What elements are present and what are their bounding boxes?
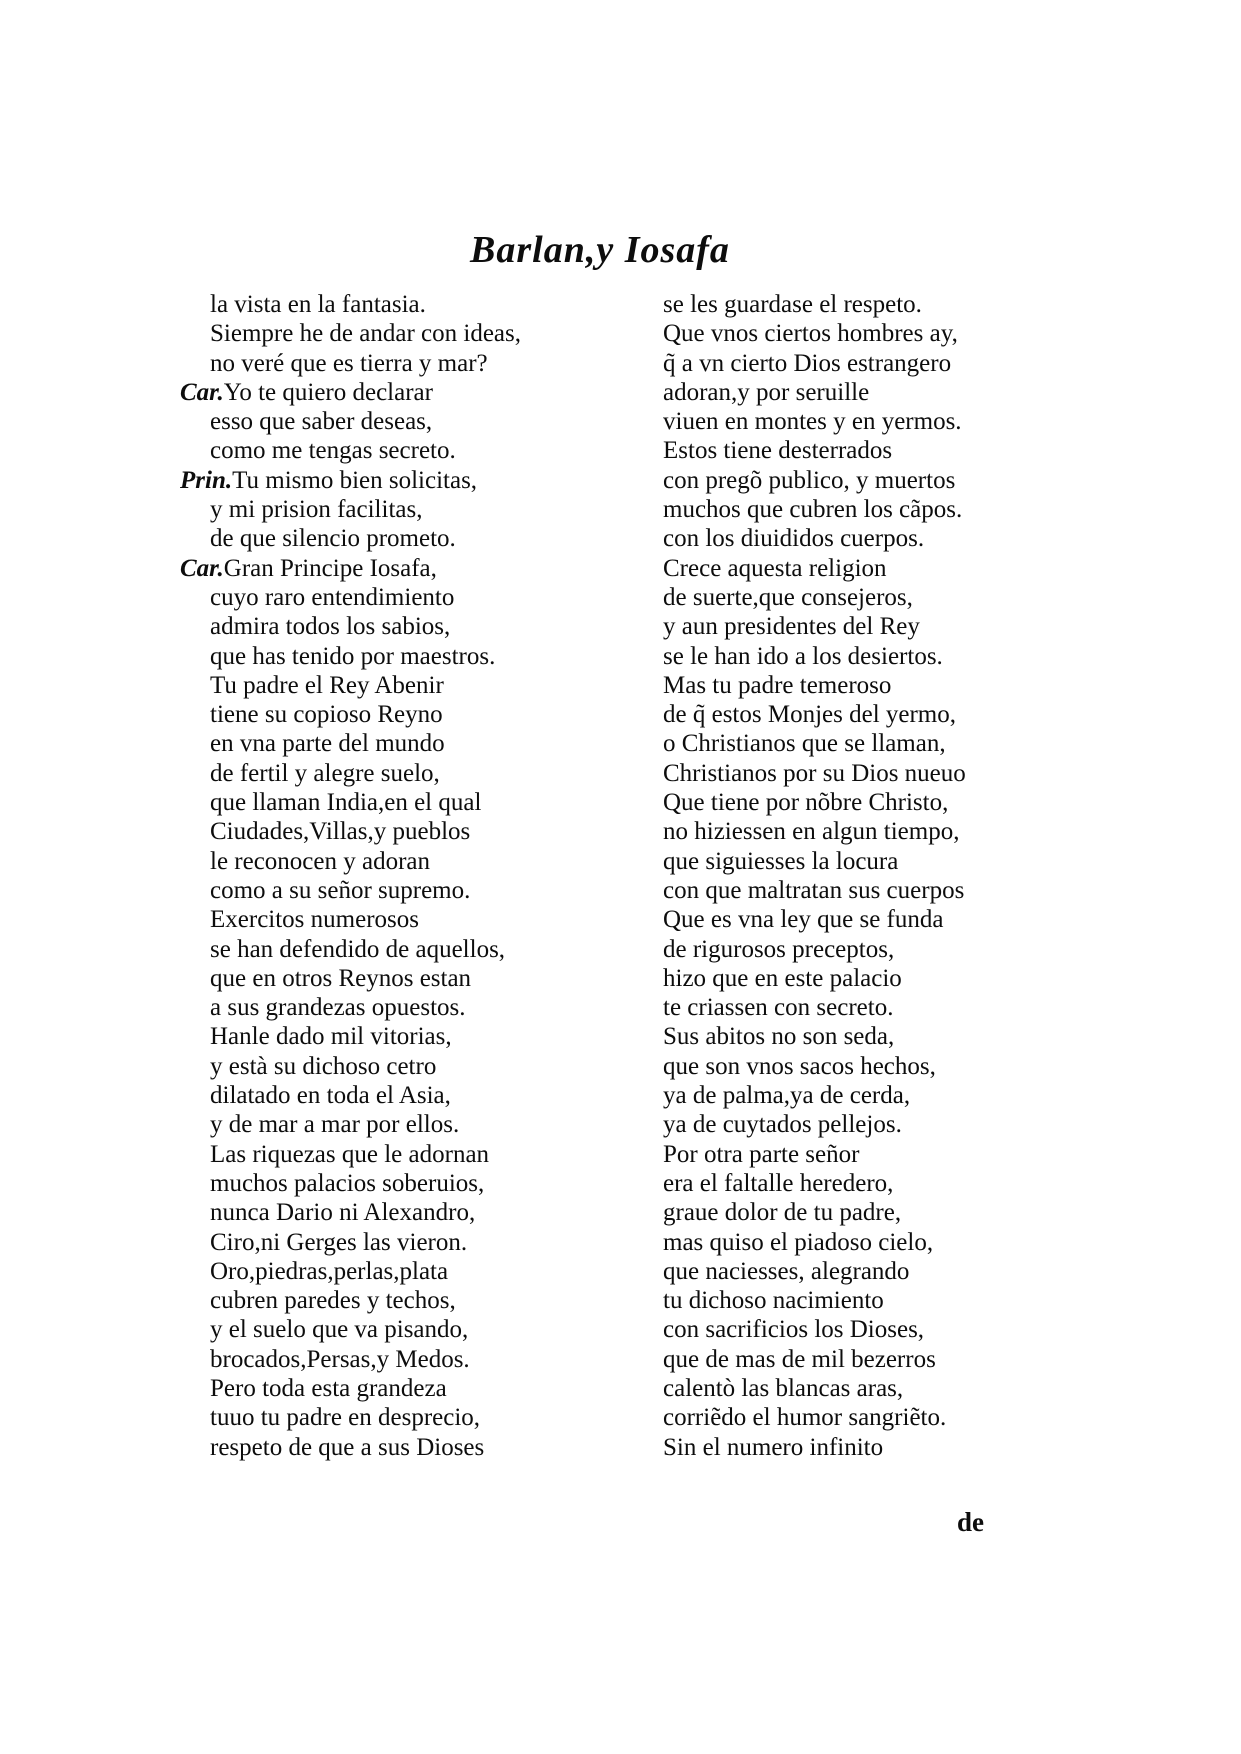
verse-line xyxy=(210,817,521,846)
verse-text: de rigurosos preceptos, xyxy=(663,935,895,963)
verse-line xyxy=(210,1228,521,1257)
verse-text: cubren paredes y techos, xyxy=(210,1287,456,1315)
verse-text: y el suelo que va pisando, xyxy=(210,1316,469,1344)
verse-text: que de mas de mil bezerros xyxy=(663,1345,936,1373)
verse-line xyxy=(663,524,966,553)
verse-line xyxy=(210,876,521,905)
verse-text: q̃ a vn cierto Dios estrangero xyxy=(663,349,952,377)
verse-line xyxy=(210,1198,521,1227)
verse-line xyxy=(180,466,521,495)
verse-line xyxy=(210,1433,521,1462)
verse-line xyxy=(663,1110,966,1139)
verse-text: Las riquezas que le adornan xyxy=(210,1140,490,1168)
verse-text: se les guardase el respeto. xyxy=(663,291,922,318)
verse-text: o Christianos que se llaman, xyxy=(663,730,946,758)
verse-line xyxy=(663,1433,966,1462)
verse-text: tiene su copioso Reyno xyxy=(210,701,443,729)
verse-text: graue dolor de tu padre, xyxy=(663,1199,902,1227)
speaker-label: Car. xyxy=(180,378,224,406)
verse-text: ya de palma,ya de cerda, xyxy=(663,1082,911,1110)
verse-line xyxy=(663,817,966,846)
verse-text: Que vnos ciertos hombres ay, xyxy=(663,320,958,348)
verse-line xyxy=(210,349,521,378)
verse-text: en vna parte del mundo xyxy=(210,730,445,758)
right-verse-column xyxy=(663,290,966,1462)
verse-text: calentò las blancas aras, xyxy=(663,1374,904,1402)
verse-text: Mas tu padre temeroso xyxy=(663,671,892,699)
verse-text: dilatado en toda el Asia, xyxy=(210,1082,451,1110)
verse-line xyxy=(663,436,966,465)
verse-text: Siempre he de andar con ideas, xyxy=(210,320,521,348)
verse-text: y aun presidentes del Rey xyxy=(663,613,920,641)
verse-text: Christianos por su Dios nueuo xyxy=(663,759,966,787)
verse-line xyxy=(210,612,521,641)
verse-line xyxy=(663,847,966,876)
verse-text: como a su señor supremo. xyxy=(210,876,471,904)
verse-line xyxy=(663,319,966,348)
verse-text: Pero toda esta grandeza xyxy=(210,1374,447,1402)
left-verse-column xyxy=(180,290,521,1462)
verse-text: admira todos los sabios, xyxy=(210,613,451,641)
verse-line xyxy=(663,905,966,934)
speaker-label: Car. xyxy=(180,554,224,582)
verse-line xyxy=(663,642,966,671)
verse-line xyxy=(663,466,966,495)
verse-line xyxy=(210,935,521,964)
verse-line xyxy=(210,729,521,758)
verse-text: de fertil y alegre suelo, xyxy=(210,759,440,787)
verse-line xyxy=(210,788,521,817)
verse-text: Que tiene por nõbre Christo, xyxy=(663,789,949,817)
verse-line xyxy=(663,671,966,700)
verse-line xyxy=(663,407,966,436)
verse-line xyxy=(210,905,521,934)
verse-text: hizo que en este palacio xyxy=(663,964,902,992)
verse-text: a sus grandezas opuestos. xyxy=(210,994,466,1022)
verse-line xyxy=(663,700,966,729)
verse-line xyxy=(210,847,521,876)
verse-text: no hiziessen en algun tiempo, xyxy=(663,818,960,846)
verse-line xyxy=(210,1315,521,1344)
verse-line xyxy=(663,759,966,788)
running-title: Barlan,y Iosafa xyxy=(470,229,730,271)
verse-line xyxy=(210,1052,521,1081)
verse-text: Por otra parte señor xyxy=(663,1140,860,1168)
verse-line xyxy=(663,1403,966,1432)
verse-text: Yo te quiero declarar xyxy=(223,378,433,406)
verse-line xyxy=(210,319,521,348)
verse-line xyxy=(210,1345,521,1374)
verse-text: y està su dichoso cetro xyxy=(210,1052,437,1080)
verse-line xyxy=(210,1110,521,1139)
verse-text: esso que saber deseas, xyxy=(210,408,433,436)
verse-line xyxy=(210,583,521,612)
verse-text: Tu mismo bien solicitas, xyxy=(232,466,478,494)
verse-line xyxy=(663,612,966,641)
verse-text: se han defendido de aquellos, xyxy=(210,935,506,963)
verse-line xyxy=(663,1052,966,1081)
verse-line xyxy=(210,1140,521,1169)
verse-text: brocados,Persas,y Medos. xyxy=(210,1345,470,1373)
verse-line xyxy=(663,1081,966,1110)
verse-line xyxy=(663,964,966,993)
verse-line xyxy=(663,554,966,583)
verse-line xyxy=(210,964,521,993)
verse-line xyxy=(663,1286,966,1315)
verse-line xyxy=(663,1374,966,1403)
verse-line xyxy=(210,290,521,319)
verse-text: viuen en montes y en yermos. xyxy=(663,408,962,436)
verse-line xyxy=(210,642,521,671)
verse-line xyxy=(210,1286,521,1315)
verse-line xyxy=(210,524,521,553)
verse-text: era el faltalle heredero, xyxy=(663,1169,894,1197)
verse-line xyxy=(663,349,966,378)
verse-line xyxy=(663,993,966,1022)
verse-line xyxy=(663,1140,966,1169)
verse-line xyxy=(663,583,966,612)
verse-line xyxy=(210,1403,521,1432)
verse-text: tu dichoso nacimiento xyxy=(663,1287,884,1315)
verse-line xyxy=(210,1169,521,1198)
verse-text: respeto de que a sus Dioses xyxy=(210,1433,485,1461)
verse-line xyxy=(663,935,966,964)
verse-line xyxy=(210,436,521,465)
verse-line xyxy=(663,1345,966,1374)
verse-text: Tu padre el Rey Abenir xyxy=(210,671,444,699)
verse-text: de que silencio prometo. xyxy=(210,525,456,553)
verse-text: ya de cuytados pellejos. xyxy=(663,1111,902,1139)
verse-line xyxy=(180,554,521,583)
verse-text: con los diuididos cuerpos. xyxy=(663,525,925,553)
verse-text: y mi prision facilitas, xyxy=(210,496,423,524)
verse-text: Ciudades,Villas,y pueblos xyxy=(210,818,471,846)
verse-text: nunca Dario ni Alexandro, xyxy=(210,1199,476,1227)
verse-text: que has tenido por maestros. xyxy=(210,642,496,670)
verse-text: que siguiesses la locura xyxy=(663,847,899,875)
verse-text: adoran,y por seruille xyxy=(663,378,870,406)
verse-text: Crece aquesta religion xyxy=(663,554,887,582)
verse-line xyxy=(663,1315,966,1344)
verse-line xyxy=(663,729,966,758)
verse-text: con que maltratan sus cuerpos xyxy=(663,876,965,904)
verse-text: como me tengas secreto. xyxy=(210,437,456,465)
verse-line xyxy=(210,407,521,436)
verse-text: Hanle dado mil vitorias, xyxy=(210,1023,452,1051)
verse-text: la vista en la fantasia. xyxy=(210,291,426,318)
verse-line xyxy=(210,495,521,524)
verse-line xyxy=(663,290,966,319)
verse-line xyxy=(210,1022,521,1051)
verse-line xyxy=(210,700,521,729)
verse-text: no veré que es tierra y mar? xyxy=(210,349,488,377)
verse-line xyxy=(663,1022,966,1051)
verse-text: le reconocen y adoran xyxy=(210,847,431,875)
verse-text: te criassen con secreto. xyxy=(663,994,894,1022)
verse-line xyxy=(663,1169,966,1198)
verse-line xyxy=(210,1374,521,1403)
verse-text: tuuo tu padre en desprecio, xyxy=(210,1404,481,1432)
verse-text: corriẽdo el humor sangriẽto. xyxy=(663,1404,947,1432)
verse-line xyxy=(663,876,966,905)
verse-text: que naciesses, alegrando xyxy=(663,1257,910,1285)
catchword: de xyxy=(957,1507,984,1537)
verse-line xyxy=(180,378,521,407)
verse-line xyxy=(663,495,966,524)
verse-text: de q̃ estos Monjes del yermo, xyxy=(663,701,957,729)
verse-text: cuyo raro entendimiento xyxy=(210,583,455,611)
verse-text: Gran Principe Iosafa, xyxy=(223,554,437,582)
verse-line xyxy=(210,759,521,788)
verse-text: Ciro,ni Gerges las vieron. xyxy=(210,1228,468,1256)
verse-text: muchos que cubren los cãpos. xyxy=(663,496,963,524)
verse-text: que son vnos sacos hechos, xyxy=(663,1052,936,1080)
verse-text: Exercitos numerosos xyxy=(210,906,419,934)
verse-text: con sacrificios los Dioses, xyxy=(663,1316,925,1344)
speaker-label: Prin. xyxy=(180,466,233,494)
verse-line xyxy=(210,1081,521,1110)
verse-line xyxy=(210,1257,521,1286)
verse-text: con pregõ publico, y muertos xyxy=(663,466,956,494)
verse-text: Oro,piedras,perlas,plata xyxy=(210,1257,449,1285)
verse-text: que en otros Reynos estan xyxy=(210,964,472,992)
verse-text: muchos palacios soberuios, xyxy=(210,1169,485,1197)
verse-text: Sin el numero infinito xyxy=(663,1433,884,1461)
verse-line xyxy=(663,1198,966,1227)
verse-line xyxy=(663,378,966,407)
verse-line xyxy=(210,993,521,1022)
verse-text: Que es vna ley que se funda xyxy=(663,906,944,934)
verse-text: que llaman India,en el qual xyxy=(210,789,482,817)
verse-line xyxy=(663,1257,966,1286)
verse-text: de suerte,que consejeros, xyxy=(663,583,913,611)
verse-line xyxy=(663,788,966,817)
verse-text: Sus abitos no son seda, xyxy=(663,1023,895,1051)
verse-text: mas quiso el piadoso cielo, xyxy=(663,1228,934,1256)
verse-text: Estos tiene desterrados xyxy=(663,437,893,465)
verse-line xyxy=(210,671,521,700)
verse-text: se le han ido a los desiertos. xyxy=(663,642,943,670)
verse-text: y de mar a mar por ellos. xyxy=(210,1111,460,1139)
verse-line xyxy=(663,1228,966,1257)
